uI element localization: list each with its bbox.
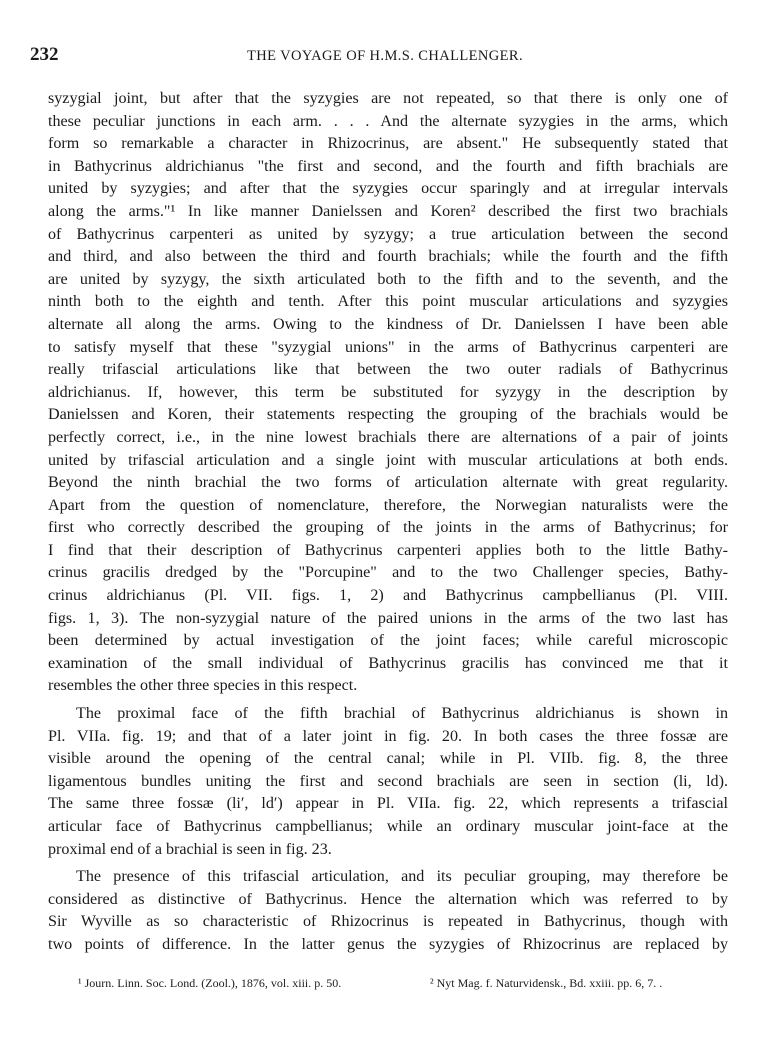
body-text bbox=[48, 88, 728, 957]
text-line: The proximal face of the fifth brachial of Bathycrinus aldrichianus is shown in bbox=[76, 705, 728, 723]
text-line: The presence of this trifascial articulation, and its peculiar grouping, may therefore be bbox=[76, 868, 728, 886]
paragraph-3 bbox=[48, 866, 728, 956]
text-line: Danielssen and Koren, their statements respecting the grouping of the brachials would be bbox=[48, 406, 728, 424]
running-title: THE VOYAGE OF H.M.S. CHALLENGER. bbox=[247, 48, 523, 64]
text-line: Pl. VIIa. fig. 19; and that of a later joint in fig. 20. In both cases the three fossæ are bbox=[48, 727, 728, 745]
text-line: united by syzygies; and after that the syzygies occur sparingly and at irregular intervals bbox=[48, 180, 728, 198]
text-line: aldrichianus. If, however, this term be substituted for syzygy in the description by bbox=[48, 383, 728, 401]
text-line: these peculiar junctions in each arm. . . . And the alternate syzygies in the arms, which bbox=[48, 112, 728, 130]
text-line: crinus gracilis dredged by the "Porcupine" and to the two Challenger species, Bathy- bbox=[48, 564, 728, 582]
text-line: united by trifascial articulation and a single joint with muscular articulations at both ends. bbox=[48, 451, 728, 469]
text-line: really trifascial articulations like that between the two outer radials of Bathycrinus bbox=[48, 361, 728, 379]
text-line: The same three fossæ (li′, ld′) appear in Pl. VIIa. fig. 22, which represents a trifascial bbox=[48, 795, 728, 813]
text-line: Apart from the question of nomenclature, therefore, the Norwegian naturalists were the bbox=[48, 496, 728, 514]
text-line: to satisfy myself that these "syzygial unions" in the arms of Bathycrinus carpenteri are bbox=[48, 338, 728, 356]
paragraph-2 bbox=[48, 703, 728, 861]
paragraph-1 bbox=[48, 88, 728, 698]
text-line: figs. 1, 3). The non-syzygial nature of the paired unions in the arms of the two last has bbox=[48, 609, 728, 627]
footnote-1: ¹ Journ. Linn. Soc. Lond. (Zool.), 1876, vol. xiii. p. 50. bbox=[78, 976, 342, 990]
text-line: proximal end of a brachial is seen in fig. 23. bbox=[48, 840, 332, 858]
footnotes bbox=[78, 976, 738, 996]
text-line: form so remarkable a character in Rhizocrinus, are absent." He subsequently stated that bbox=[48, 135, 728, 153]
page-header bbox=[30, 44, 740, 74]
text-line: in Bathycrinus aldrichianus "the first and second, and the fourth and fifth brachials are bbox=[48, 157, 728, 175]
footnote-2: ² Nyt Mag. f. Naturvidensk., Bd. xxiii. pp. 6, 7. . bbox=[430, 976, 663, 990]
text-line: two points of difference. In the latter genus the syzygies of Rhizocrinus are replaced by bbox=[48, 935, 728, 953]
text-line: resembles the other three species in this respect. bbox=[48, 677, 358, 695]
text-line: ligamentous bundles uniting the first and second brachials are seen in section (li, ld). bbox=[48, 772, 728, 790]
text-line: visible around the opening of the central canal; while in Pl. VIIb. fig. 8, the three bbox=[48, 750, 728, 768]
text-line: Beyond the ninth brachial the two forms of articulation alternate with great regularity. bbox=[48, 474, 728, 492]
text-line: ninth both to the eighth and tenth. After this point muscular articulations and syzygies bbox=[48, 293, 728, 311]
text-line: along the arms."¹ In like manner Danielssen and Koren² described the first two brachials bbox=[48, 202, 728, 220]
page-number: 232 bbox=[30, 44, 59, 65]
text-line: I find that their description of Bathycrinus carpenteri applies both to the little Bathy- bbox=[48, 541, 728, 559]
text-line: articular face of Bathycrinus campbellianus; while an ordinary muscular joint-face at the bbox=[48, 818, 728, 835]
text-line: examination of the small individual of Bathycrinus gracilis has convinced me that it bbox=[48, 654, 728, 672]
text-line: syzygial joint, but after that the syzygies are not repeated, so that there is only one of bbox=[48, 90, 728, 107]
text-line: been determined by actual investigation of the joint faces; while careful microscopic bbox=[48, 632, 728, 650]
text-line: and third, and also between the third and fourth brachials; while the fourth and the fifth bbox=[48, 248, 728, 266]
text-line: Sir Wyville as so characteristic of Rhizocrinus is repeated in Bathycrinus, though with bbox=[48, 913, 728, 931]
text-line: alternate all along the arms. Owing to the kindness of Dr. Danielssen I have been able bbox=[48, 315, 728, 333]
text-line: perfectly correct, i.e., in the nine lowest brachials there are alternations of a pair of joints bbox=[48, 428, 728, 446]
text-line: considered as distinctive of Bathycrinus. Hence the alternation which was referred to by bbox=[48, 890, 728, 908]
text-line: crinus aldrichianus (Pl. VII. figs. 1, 2) and Bathycrinus campbellianus (Pl. VIII. bbox=[48, 587, 728, 605]
text-line: first who correctly described the grouping of the joints in the arms of Bathycrinus; for bbox=[48, 519, 728, 537]
text-line: of Bathycrinus carpenteri as united by syzygy; a true articulation between the second bbox=[48, 225, 728, 243]
text-line: are united by syzygy, the sixth articulated both to the fifth and to the seventh, and the bbox=[48, 270, 728, 288]
